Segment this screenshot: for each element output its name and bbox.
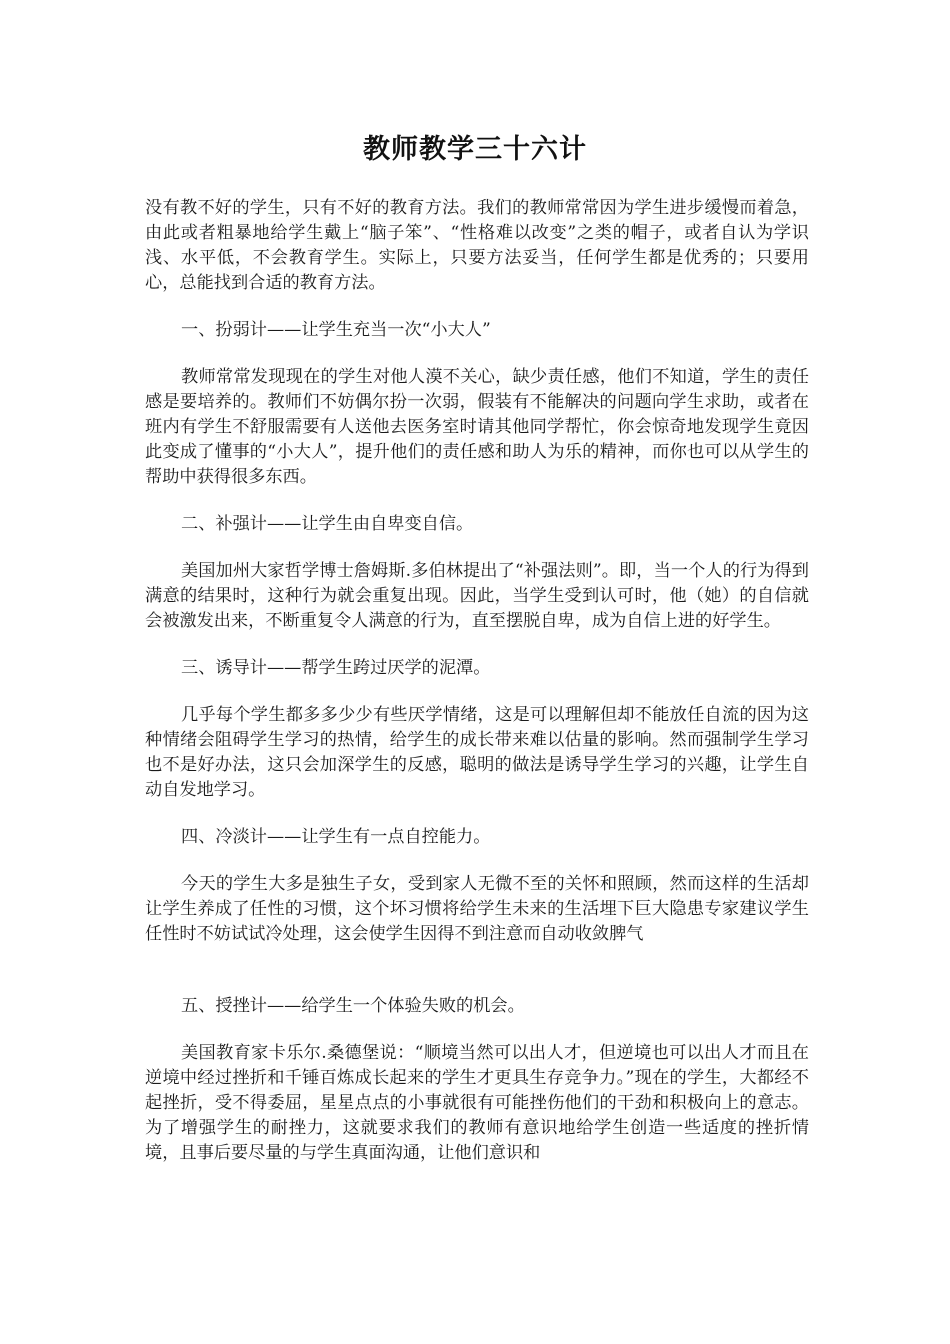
document-title: 教师教学三十六计 — [363, 134, 587, 165]
section-body-5: 美国教育家卡乐尔.桑德堡说：“顺境当然可以出人才，但逆境也可以出人才而且在逆境中经过挫折和千锤百炼成长起来的学生才更具生存竞争力。”现在的学生，大都经不起挫折，受不得委屈，星星点点的小事就很有可能挫伤他们的干劲和积极向上的意志。为了增强学生的耐挫力，这就要求我们的教师有意识地给学生创造一些适度的挫折情境，且事后要尽量的与学生真面沟通，让他们意识和 — [145, 1043, 809, 1163]
section-heading-5: 五、授挫计——给学生一个体验失败的机会。 — [181, 996, 525, 1016]
section-heading-4: 四、冷淡计——让学生有一点自控能力。 — [181, 827, 491, 847]
document-body — [145, 196, 809, 1166]
intro-paragraph: 没有教不好的学生，只有不好的教育方法。我们的教师常常因为学生进步缓慢而着急，由此或者粗暴地给学生戴上“脑子笨”、“性格难以改变”之类的帽子，或者自认为学识浅、水平低，不会教育学生。实际上，只要方法妥当，任何学生都是优秀的；只要用心，总能找到合适的教育方法。 — [145, 198, 809, 293]
section-heading-3: 三、诱导计——帮学生跨过厌学的泥潭。 — [181, 658, 491, 678]
section-body-3: 几乎每个学生都多多少少有些厌学情绪，这是可以理解但却不能放任自流的因为这种情绪会阻碍学生学习的热情，给学生的成长带来难以估量的影响。然而强制学生学习也不是好办法，这只会加深学生的反感，聪明的做法是诱导学生学习的兴趣，让学生自动自发地学习。 — [145, 705, 809, 800]
section-body-2: 美国加州大家哲学博士詹姆斯.多伯林提出了“补强法则”。即，当一个人的行为得到满意的结果时，这种行为就会重复出现。因此，当学生受到认可时，他（她）的自信就会被激发出来，不断重复令人满意的行为，直至摆脱自卑，成为自信上进的好学生。 — [145, 561, 809, 631]
section-body-4: 今天的学生大多是独生子女，受到家人无微不至的关怀和照顾，然而这样的生活却让学生养成了任性的习惯，这个坏习惯将给学生未来的生活埋下巨大隐患专家建议学生任性时不妨试试冷处理，这会使学生因得不到注意而自动收敛脾气 — [145, 874, 809, 944]
section-heading-2: 二、补强计——让学生由自卑变自信。 — [181, 514, 474, 534]
section-heading-1: 一、扮弱计——让学生充当一次“小大人” — [181, 320, 491, 340]
section-body-1: 教师常常发现现在的学生对他人漠不关心，缺少责任感，他们不知道，学生的责任感是要培养的。教师们不妨偶尔扮一次弱，假装有不能解决的问题向学生求助，或者在班内有学生不舒服需要有人送他去医务室时请其他同学帮忙，你会惊奇地发现学生竟因此变成了懂事的“小大人”，提升他们的责任感和助人为乐的精神，而你也可以从学生的帮助中获得很多东西。 — [145, 367, 809, 487]
